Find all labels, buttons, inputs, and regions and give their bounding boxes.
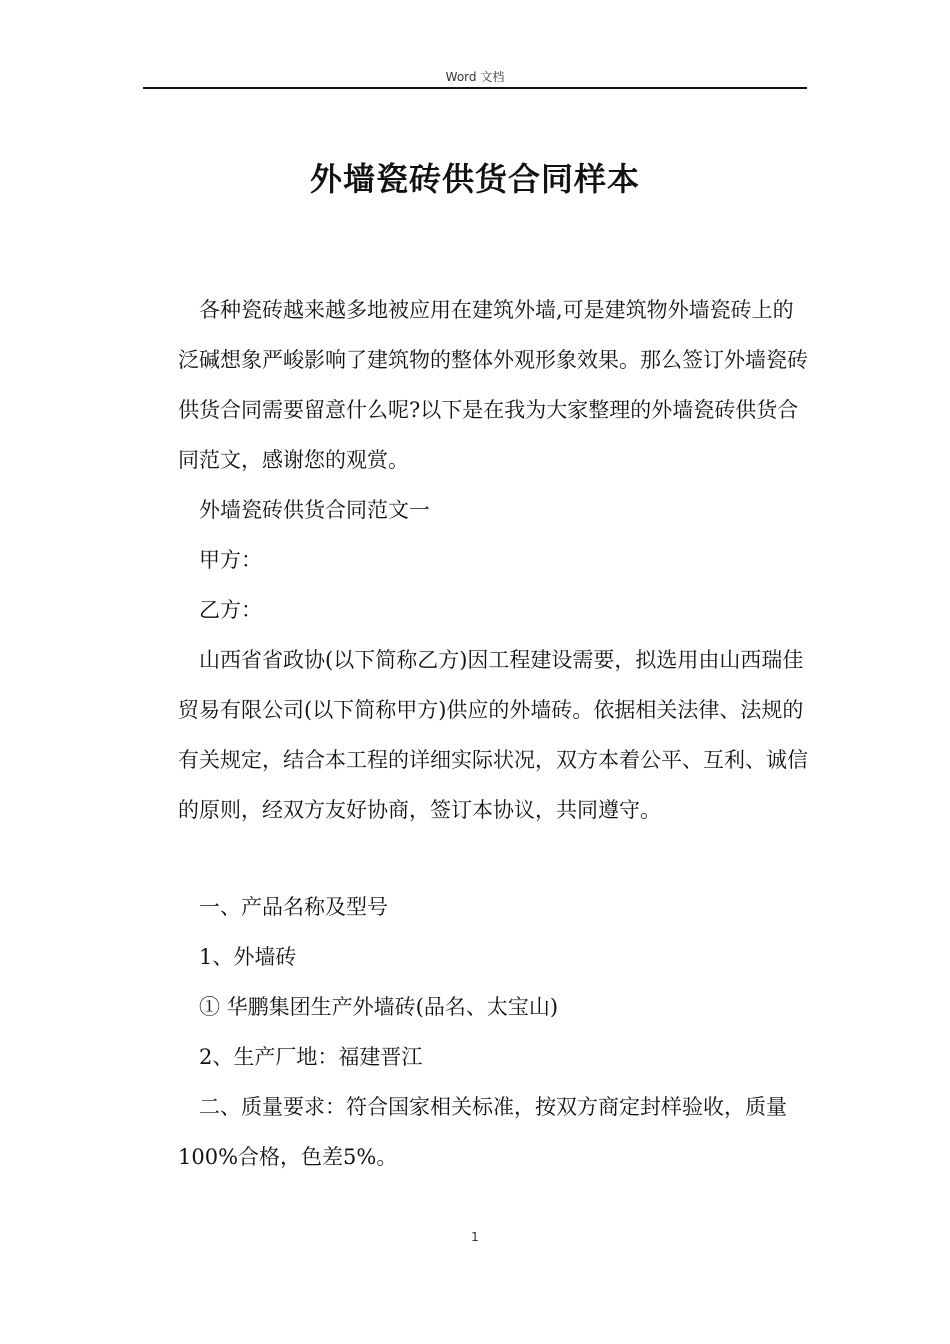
clauses-block [178, 882, 808, 1182]
preamble-paragraph: 山西省省政协(以下简称乙方)因工程建设需要，拟选用由山西瑞佳贸易有限公司(以下简称甲方)供应的外墙砖。依据相关法律、法规的有关规定，结合本工程的详细实际状况，双方本着公平、互利、诚信的原则，经双方友好协商，签订本协议，共同遵守。 [178, 648, 808, 822]
party-a-label: 甲方： [199, 548, 262, 572]
intro-paragraph: 各种瓷砖越来越多地被应用在建筑外墙,可是建筑物外墙瓷砖上的泛碱想象严峻影响了建筑物的整体外观形象效果。那么签订外墙瓷砖供货合同需要留意什么呢?以下是在我为大家整理的外墙瓷砖供货合同范文，感谢您的观赏。 [178, 298, 808, 472]
clause-2: 二、质量要求：符合国家相关标准，按双方商定封样验收，质量100%合格，色差5%。 [178, 1095, 787, 1169]
page-header: Word 文档 [445, 70, 505, 84]
clause-1-item-1: 1、外墙砖 [199, 945, 297, 969]
clause-1-item-2: 2、生产厂地：福建晋江 [199, 1045, 423, 1069]
section-title: 外墙瓷砖供货合同范文一 [199, 498, 430, 522]
party-b-label: 乙方： [199, 598, 262, 622]
clause-1-title: 一、产品名称及型号 [199, 895, 388, 919]
page-number: 1 [471, 1230, 479, 1244]
document-title: 外墙瓷砖供货合同样本 [309, 160, 640, 198]
intro-block [178, 285, 808, 835]
header-divider [143, 87, 807, 89]
clause-1-item-1-sub: ① 华鹏集团生产外墙砖(品名、太宝山) [199, 995, 559, 1019]
